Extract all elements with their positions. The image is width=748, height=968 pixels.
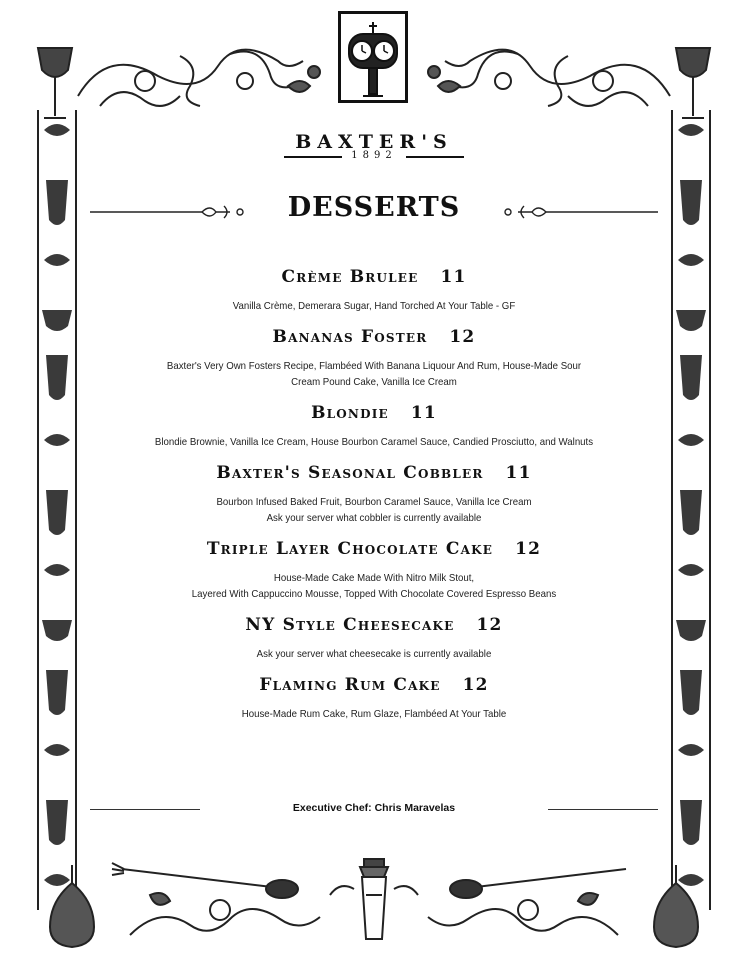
menu-title: DESSERTS bbox=[287, 192, 461, 223]
item-price: 12 bbox=[449, 327, 476, 347]
item-desc: Vanilla Crème, Demerara Sugar, Hand Torched At Your Table - GF bbox=[232, 300, 516, 312]
brand-name: BAXTER'S bbox=[295, 131, 453, 153]
menu-item-bananas-foster bbox=[110, 322, 638, 390]
item-name: Baxter's Seasonal Cobbler bbox=[216, 463, 484, 483]
item-name: Crème Brulee bbox=[281, 267, 419, 287]
item-name: NY Style Cheesecake bbox=[245, 615, 455, 635]
bottom-ornament bbox=[30, 855, 718, 955]
item-desc-line-2: Ask your server what cobbler is currently available bbox=[266, 512, 482, 524]
spoon-icon bbox=[476, 869, 626, 887]
item-name: Flaming Rum Cake bbox=[259, 675, 441, 695]
dessert-list bbox=[110, 262, 638, 722]
menu-item-cheesecake bbox=[110, 610, 638, 662]
chef-rule-right bbox=[548, 809, 658, 810]
brand-year: 1892 bbox=[351, 150, 397, 161]
item-desc-line-2: Layered With Cappuccino Mousse, Topped With Chocolate Covered Espresso Beans bbox=[191, 588, 557, 600]
item-desc: Ask your server what cheesecake is currently available bbox=[256, 648, 492, 660]
menu-item-seasonal-cobbler bbox=[110, 458, 638, 526]
item-price: 12 bbox=[515, 539, 542, 559]
title-flourish-right-icon bbox=[498, 202, 658, 222]
item-name: Blondie bbox=[311, 403, 389, 423]
item-price: 11 bbox=[440, 267, 467, 287]
fork-icon bbox=[122, 869, 272, 887]
item-price: 11 bbox=[410, 403, 437, 423]
menu-item-chocolate-cake bbox=[110, 534, 638, 602]
item-price: 12 bbox=[476, 615, 503, 635]
item-desc-line-1: House-Made Cake Made With Nitro Milk Stout, bbox=[273, 572, 475, 584]
menu-item-creme-brulee bbox=[110, 262, 638, 314]
item-desc: Blondie Brownie, Vanilla Ice Cream, House Bourbon Caramel Sauce, Candied Prosciutto, and Walnuts bbox=[154, 436, 594, 448]
item-desc-line-2: Cream Pound Cake, Vanilla Ice Cream bbox=[291, 376, 457, 388]
clock-icon bbox=[341, 14, 405, 100]
right-border-ornament bbox=[670, 110, 712, 910]
item-name: Triple Layer Chocolate Cake bbox=[206, 539, 494, 559]
item-price: 12 bbox=[462, 675, 489, 695]
menu-item-rum-cake bbox=[110, 670, 638, 722]
item-desc-line-1: Baxter's Very Own Fosters Recipe, Flambéed With Banana Liquour And Rum, House-Made Sour bbox=[166, 360, 582, 372]
left-border-ornament bbox=[36, 110, 78, 910]
cocktail-shaker-icon bbox=[360, 859, 388, 939]
menu-item-blondie bbox=[110, 398, 638, 450]
title-row bbox=[90, 192, 658, 236]
item-name: Bananas Foster bbox=[272, 327, 428, 347]
item-price: 11 bbox=[505, 463, 532, 483]
executive-chef: Executive Chef: Chris Maravelas bbox=[292, 802, 456, 814]
item-desc-line-1: Bourbon Infused Baked Fruit, Bourbon Caramel Sauce, Vanilla Ice Cream bbox=[216, 496, 532, 508]
chef-row bbox=[90, 800, 658, 820]
item-desc: House-Made Rum Cake, Rum Glaze, Flambéed At Your Table bbox=[241, 708, 507, 720]
logo-frame bbox=[338, 11, 408, 103]
